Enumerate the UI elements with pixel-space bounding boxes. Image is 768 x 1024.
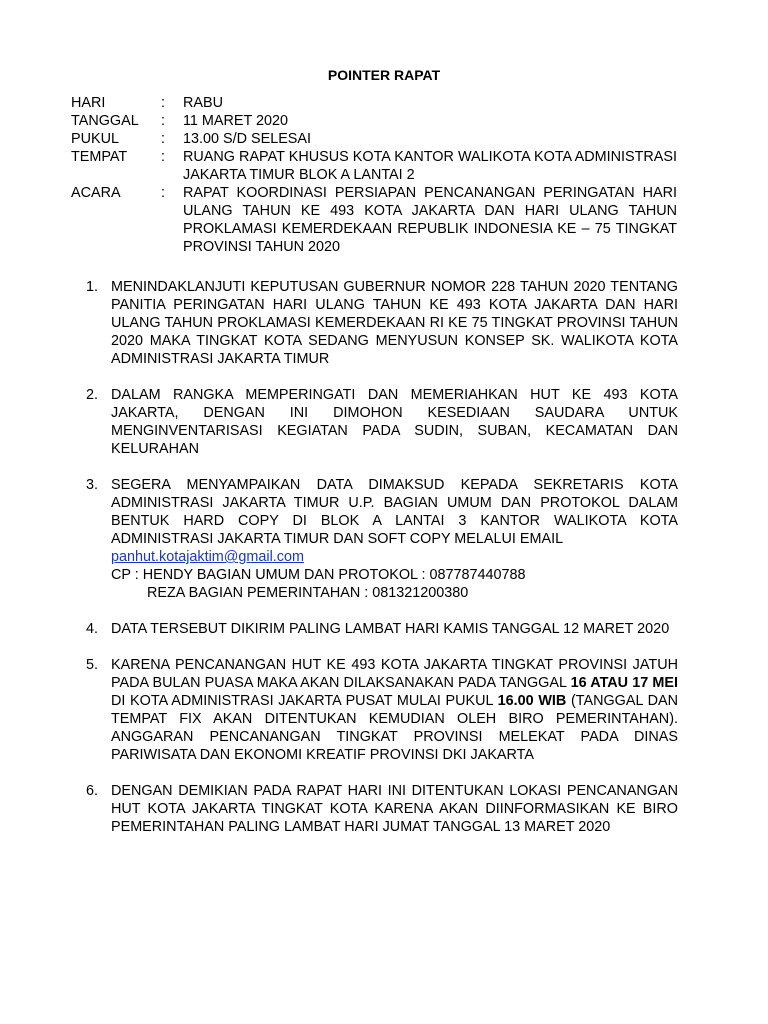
item-text: MENINDAKLANJUTI KEPUTUSAN GUBERNUR NOMOR 228 TAHUN 2020 TENTANG PANITIA PERINGATAN HARI ULANG TAHUN KE 493 KOTA JAKARTA DAN HARI ULANG TAHUN PROKLAMASI KEMERDEKAAN RI KE 75 TINGKAT PROVINSI TAHUN 2020 MAKA TINGKAT KOTA SEDANG MENYUSUN KONSEP SK. WALIKOTA KOTA ADMINISTRASI JAKARTA TIMUR [111, 279, 678, 367]
info-colon: : [161, 131, 165, 147]
info-row-pukul [71, 130, 681, 148]
info-colon: : [161, 149, 165, 165]
event-date-bold: 16 ATAU 17 MEI [570, 675, 678, 691]
info-value: RAPAT KOORDINASI PERSIAPAN PENCANANGAN PERINGATAN HARI ULANG TAHUN KE 493 KOTA JAKARTA DAN HARI ULANG TAHUN PROKLAMASI KEMERDEKAAN REPUBLIK INDONESIA KE – 75 TINGKAT PROVINSI TAHUN 2020 [183, 185, 677, 255]
meeting-info [71, 94, 681, 256]
list-item [86, 476, 678, 602]
item-number: 6. [86, 783, 99, 799]
info-colon: : [161, 95, 165, 111]
info-label: ACARA [71, 185, 121, 201]
info-label: TANGGAL [71, 113, 139, 129]
contact-person-2: REZA BAGIAN PEMERINTAHAN : 081321200380 [147, 585, 469, 601]
info-value: RUANG RAPAT KHUSUS KOTA KANTOR WALIKOTA KOTA ADMINISTRASI JAKARTA TIMUR BLOK A LANTAI 2 [183, 149, 677, 183]
info-value: 13.00 S/D SELESAI [183, 131, 311, 147]
info-label: TEMPAT [71, 149, 128, 165]
list-item [86, 656, 678, 764]
item-text [111, 656, 678, 764]
item-text: DENGAN DEMIKIAN PADA RAPAT HARI INI DITENTUKAN LOKASI PENCANANGAN HUT KOTA JAKARTA TINGKAT KOTA KARENA AKAN DIINFORMASIKAN KE BIRO PEMERINTAHAN PALING LAMBAT HARI JUMAT TANGGAL 13 MARET 2020 [111, 783, 678, 835]
pointer-list [86, 278, 678, 854]
info-row-tempat [71, 148, 681, 184]
item-number: 4. [86, 621, 99, 637]
email-link[interactable]: panhut.kotajaktim@gmail.com [111, 549, 304, 565]
info-value: 11 MARET 2020 [183, 113, 289, 129]
info-label: PUKUL [71, 131, 119, 147]
list-item [86, 782, 678, 836]
item-number: 1. [86, 279, 99, 295]
info-row-hari [71, 94, 681, 112]
item-text-part: DI KOTA ADMINISTRASI JAKARTA PUSAT MULAI PUKUL [111, 693, 498, 709]
info-row-acara [71, 184, 681, 256]
contact-person-1: CP : HENDY BAGIAN UMUM DAN PROTOKOL : 087787440788 [111, 567, 526, 583]
event-time-bold: 16.00 WIB [497, 693, 567, 709]
list-item [86, 278, 678, 368]
item-text: DALAM RANGKA MEMPERINGATI DAN MEMERIAHKAN HUT KE 493 KOTA JAKARTA, DENGAN INI DIMOHON KESEDIAAN SAUDARA UNTUK MENGINVENTARISASI KEGIATAN PADA SUDIN, SUBAN, KECAMATAN DAN KELURAHAN [111, 387, 678, 457]
info-value: RABU [183, 95, 223, 111]
info-row-tanggal [71, 112, 681, 130]
info-colon: : [161, 113, 165, 129]
item-text: DATA TERSEBUT DIKIRIM PALING LAMBAT HARI KAMIS TANGGAL 12 MARET 2020 [111, 621, 670, 637]
list-item [86, 386, 678, 458]
info-label: HARI [71, 95, 106, 111]
list-item [86, 620, 678, 638]
item-text: SEGERA MENYAMPAIKAN DATA DIMAKSUD KEPADA SEKRETARIS KOTA ADMINISTRASI JAKARTA TIMUR U.P. BAGIAN UMUM DAN PROTOKOL DALAM BENTUK HARD COPY DI BLOK A LANTAI 3 KANTOR WALIKOTA KOTA ADMINISTRASI JAKARTA TIMUR DAN SOFT COPY MELALUI EMAIL [111, 477, 678, 547]
item-text-part: (TANGGAL DAN TEMPAT FIX AKAN DITENTUKAN KEMUDIAN OLEH BIRO PEMERINTAHAN). ANGGARAN PENCANANGAN TINGKAT PROVINSI MELEKAT PADA DINAS PARIWISATA DAN EKONOMI KREATIF PROVINSI DKI JAKARTA [111, 693, 678, 763]
info-colon: : [161, 185, 165, 201]
item-number: 2. [86, 387, 99, 403]
item-number: 5. [86, 657, 99, 673]
item-text-part: KARENA PENCANANGAN HUT KE 493 KOTA JAKARTA TINGKAT PROVINSI JATUH PADA BULAN PUASA MAKA AKAN DILAKSANAKAN PADA TANGGAL [111, 657, 678, 691]
document-title: POINTER RAPAT [327, 67, 441, 83]
item-number: 3. [86, 477, 99, 493]
